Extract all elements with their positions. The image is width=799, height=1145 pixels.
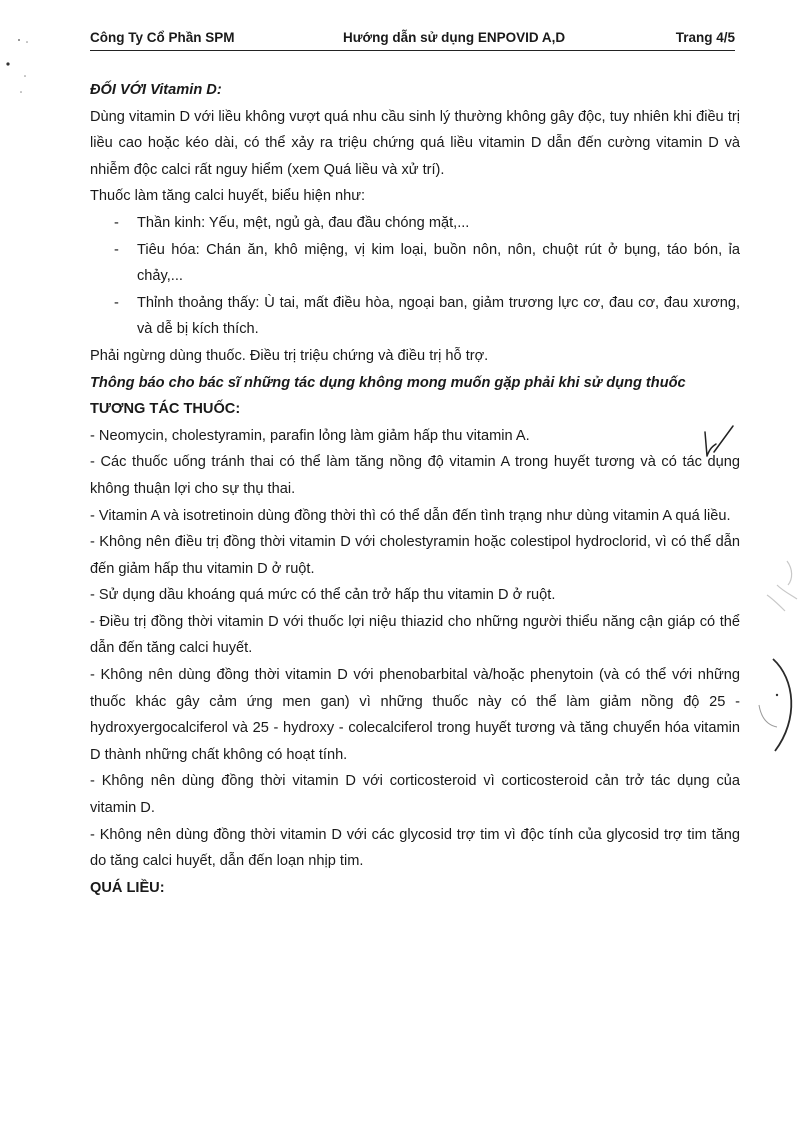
vitamin-d-heading: ĐỐI VỚI Vitamin D: xyxy=(90,82,222,98)
overdose-heading: QUÁ LIỀU: xyxy=(90,879,165,896)
interaction-item: - Không nên dùng đồng thời vitamin D với phenobarbital và/hoặc phenytoin (và có thể với những thuốc khác gây cảm ứng men gan) vì những thuốc này có thể làm giảm nồng độ 25 - hydroxyergocalciferol và 25 - hydroxy - colecalciferol trong huyết tương và tăng chuyển hóa vitamin D thành những chất không có hoạt tính. xyxy=(90,667,740,763)
handwritten-initials-icon xyxy=(700,424,736,460)
symptom-item: - Thỉnh thoảng thấy: Ù tai, mất điều hòa, ngoại ban, giảm trương lực cơ, đau cơ, đau xương, và dễ bị kích thích. xyxy=(114,294,740,338)
scan-speck-icon xyxy=(0,30,40,100)
vitamin-d-intro: Dùng vitamin D với liều không vượt quá nhu cầu sinh lý thường không gây độc, tuy nhiên khi điều trị liều cao hoặc kéo dài, có thể xảy ra triệu chứng quá liều vitamin D dẫn đến cường vitamin D và nhiễm độc calci rất nguy hiểm (xem Quá liều và xử trí). xyxy=(90,108,740,178)
interaction-item: - Neomycin, cholestyramin, parafin lỏng làm giảm hấp thu vitamin A. xyxy=(90,427,530,444)
interaction-item: - Không nên dùng đồng thời vitamin D với corticosteroid vì corticosteroid cản trở tác dụng của vitamin D. xyxy=(90,773,740,817)
interaction-item: - Không nên điều trị đồng thời vitamin D với cholestyramin hoặc colestipol hydroclorid, vì có thể dẫn đến giảm hấp thu vitamin D ở ruột. xyxy=(90,534,740,577)
stamp-edge-icon xyxy=(755,555,799,770)
symptom-item: - Tiêu hóa: Chán ăn, khô miệng, vị kim loại, buồn nôn, nôn, chuột rút ở bụng, táo bón, ỉa chảy,... xyxy=(114,241,740,285)
header-page-number: Trang 4/5 xyxy=(675,30,735,45)
header-company: Công Ty Cổ Phần SPM xyxy=(90,30,235,45)
document-body xyxy=(90,77,740,901)
header-title: Hướng dẫn sử dụng ENPOVID A,D xyxy=(343,30,566,45)
symptom-item: - Thần kinh: Yếu, mệt, ngủ gà, đau đầu chóng mặt,... xyxy=(114,214,470,231)
page-header xyxy=(90,28,735,51)
interaction-item: - Các thuốc uống tránh thai có thể làm tăng nồng độ vitamin A trong huyết tương và có tác dụng không thuận lợi cho sự thụ thai. xyxy=(90,454,740,497)
interaction-item: - Vitamin A và isotretinoin dùng đồng thời thì có thể dẫn đến tình trạng như dùng vitamin A quá liều. xyxy=(90,507,731,524)
vitamin-d-lead: Thuốc làm tăng calci huyết, biểu hiện như: xyxy=(90,188,366,205)
interactions-heading: TƯƠNG TÁC THUỐC: xyxy=(90,401,241,418)
side-effect-notice: Thông báo cho bác sĩ những tác dụng không mong muốn gặp phải khi sử dụng thuốc xyxy=(90,374,686,391)
interaction-item: - Điều trị đồng thời vitamin D với thuốc lợi niệu thiazid cho những người thiểu năng cận giáp có thể dẫn đến tăng calci huyết. xyxy=(90,613,740,657)
vitamin-d-action: Phải ngừng dùng thuốc. Điều trị triệu chứng và điều trị hỗ trợ. xyxy=(90,347,489,364)
interaction-item: - Sử dụng dầu khoáng quá mức có thể cản trở hấp thu vitamin D ở ruột. xyxy=(90,587,556,604)
interaction-item: - Không nên dùng đồng thời vitamin D với các glycosid trợ tim vì độc tính của glycosid trợ tim tăng do tăng calci huyết, dẫn đến loạn nhịp tim. xyxy=(90,826,740,870)
